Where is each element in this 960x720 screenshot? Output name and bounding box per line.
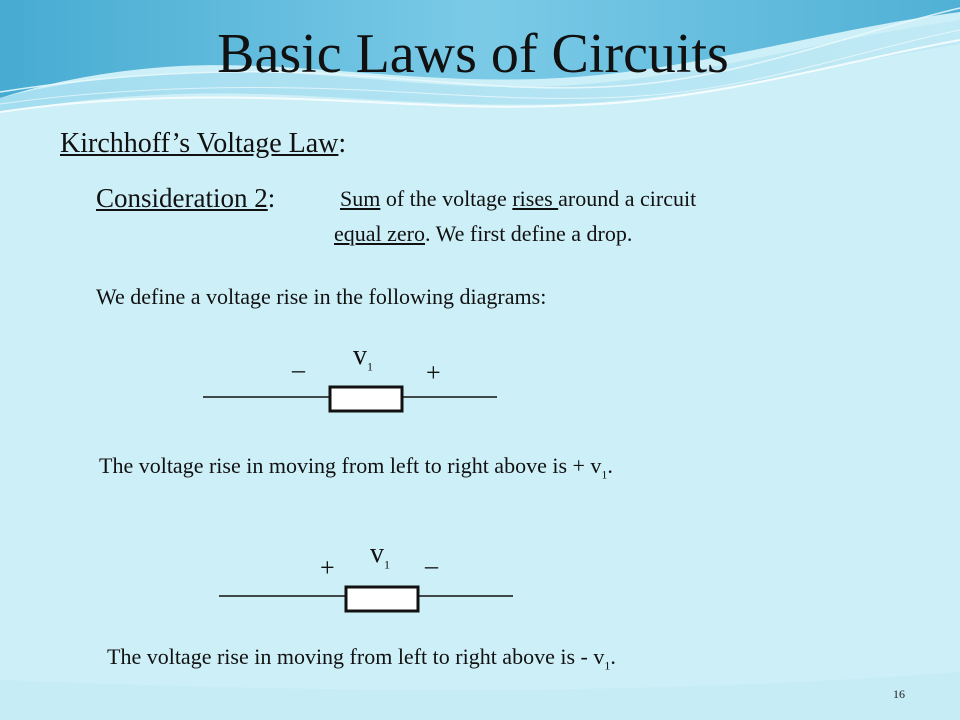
diagram2-voltage-label	[370, 538, 390, 581]
diagram2-result	[107, 643, 616, 679]
consideration-text-a: of the voltage	[380, 186, 513, 211]
diagram1-result-end: .	[607, 453, 613, 478]
page-number: 16	[893, 687, 905, 701]
diagram1-left-sign: _	[292, 346, 305, 375]
diagram1-result-text: The voltage rise in moving from left to right above is + v	[99, 453, 602, 478]
diagram2-sub: 1	[384, 557, 390, 572]
consideration-line-1	[340, 185, 696, 213]
diagram1-result-sub: 1	[601, 467, 608, 482]
equal-zero: equal zero	[334, 221, 425, 246]
consideration-colon: :	[267, 183, 276, 213]
consideration-line-2	[334, 220, 632, 248]
diagram1-result	[99, 452, 613, 488]
consideration-text-b: around a circuit	[558, 186, 697, 211]
consideration-label	[96, 180, 275, 216]
diagram2-result-sub: 1	[604, 658, 611, 673]
kvl-heading-text: Kirchhoff’s Voltage Law	[60, 128, 339, 159]
kvl-heading	[60, 126, 346, 162]
consideration-text-c: . We first define a drop.	[425, 221, 633, 246]
kvl-heading-colon: :	[338, 128, 347, 159]
define-text: We define a voltage rise in the following diagrams:	[96, 284, 547, 309]
diagram1-var: v	[353, 340, 367, 371]
rises-word: rises	[512, 186, 559, 211]
diagram2-left-sign: +	[320, 553, 335, 582]
diagram2-right-sign: _	[425, 542, 438, 571]
sum-word: Sum	[340, 186, 381, 211]
diagram2-result-end: .	[610, 644, 616, 669]
diagram1-voltage-label	[353, 340, 373, 383]
consideration-label-text: Consideration 2	[96, 183, 268, 213]
diagram1-sub: 1	[367, 359, 373, 374]
slide-title: Basic Laws of Circuits	[217, 23, 729, 85]
diagram1-right-sign: +	[426, 358, 441, 387]
diagram2-result-text: The voltage rise in moving from left to right above is - v	[107, 644, 605, 669]
diagram2-var: v	[370, 538, 384, 569]
